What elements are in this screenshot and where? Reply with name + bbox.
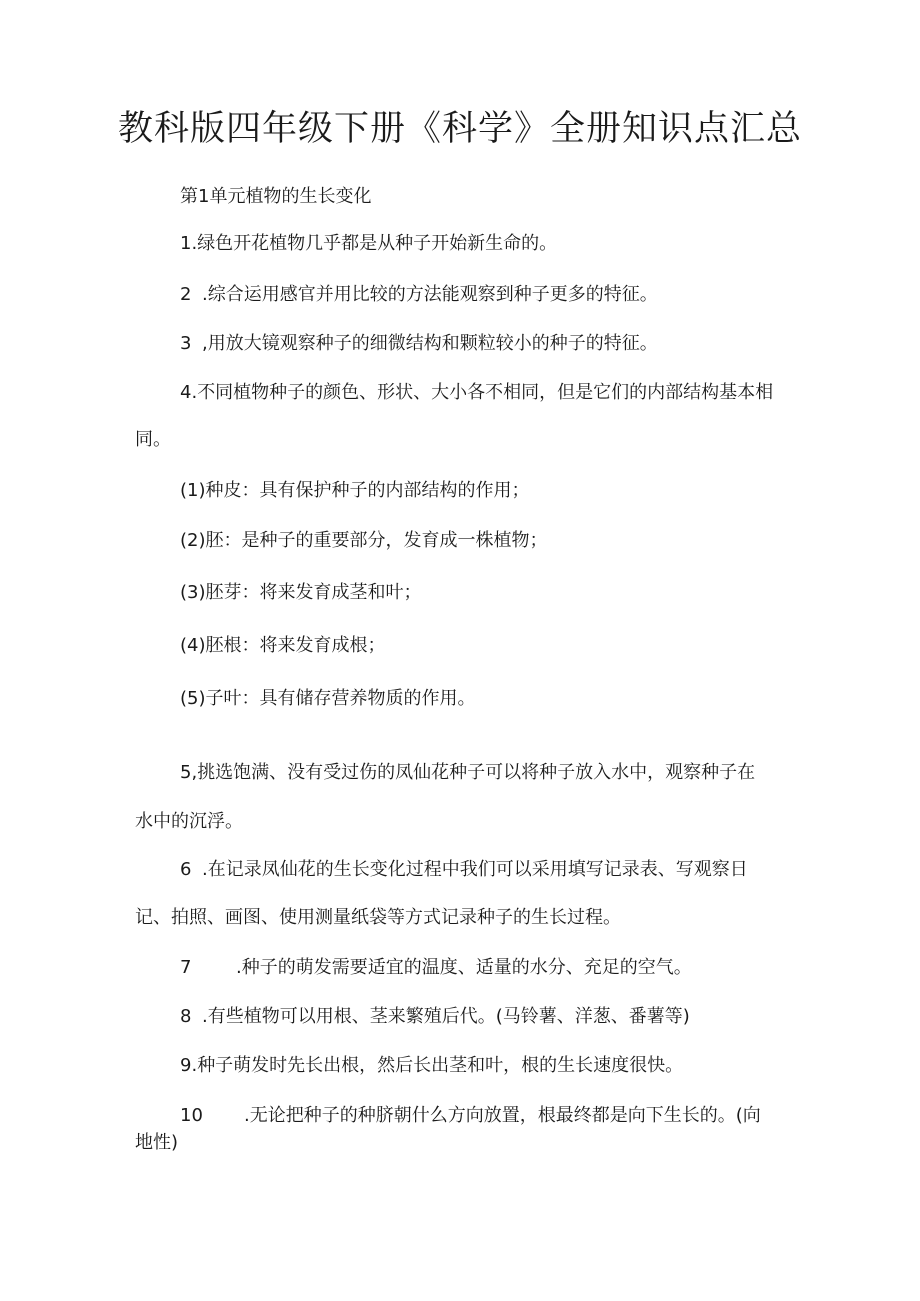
item-number: (2) <box>180 530 206 551</box>
list-item-7 <box>180 956 692 980</box>
item-text: 胚根：将来发育成根； <box>205 635 386 656</box>
item-number: 3 <box>180 333 192 354</box>
unit-heading: 第1单元植物的生长变化 <box>180 186 372 207</box>
item-text: 子叶：具有储存营养物质的作用。 <box>205 688 476 709</box>
item-number: 7 <box>180 957 192 978</box>
item-text: ,用放大镜观察种子的细微结构和颗粒较小的种子的特征。 <box>202 333 658 354</box>
list-item-10-continuation: 地性) <box>135 1132 179 1153</box>
list-item-1 <box>180 232 557 256</box>
sub-item-3 <box>180 581 422 605</box>
item-number: (5) <box>180 688 206 709</box>
item-text: .综合运用感官并用比较的方法能观察到种子更多的特征。 <box>202 284 658 305</box>
sub-item-2 <box>180 529 548 553</box>
item-number: (3) <box>180 582 206 603</box>
item-text: .有些植物可以用根、茎来繁殖后代。(马铃薯、洋葱、番薯等) <box>202 1006 690 1027</box>
list-item-9 <box>180 1054 683 1078</box>
list-item-5-continuation: 水中的沉浮。 <box>135 811 243 832</box>
item-text: 绿色开花植物几乎都是从种子开始新生命的。 <box>197 233 558 254</box>
item-number: 6 <box>180 859 192 880</box>
item-text: 种皮：具有保护种子的内部结构的作用； <box>205 480 530 501</box>
item-number: (4) <box>180 635 206 656</box>
list-item-6-continuation: 记、拍照、画图、使用测量纸袋等方式记录种子的生长过程。 <box>135 907 621 928</box>
item-number: 5, <box>180 762 198 783</box>
item-number: 2 <box>180 284 192 305</box>
list-item-8 <box>180 1005 690 1029</box>
item-text: .在记录凤仙花的生长变化过程中我们可以采用填写记录表、写观察日 <box>202 859 748 880</box>
list-item-5 <box>180 761 755 785</box>
sub-item-4 <box>180 634 386 658</box>
sub-item-1 <box>180 479 530 503</box>
sub-item-5 <box>180 687 476 711</box>
item-text: 种子萌发时先长出根，然后长出茎和叶，根的生长速度很快。 <box>197 1055 684 1076</box>
list-item-10 <box>180 1104 761 1128</box>
document-title: 教科版四年级下册《科学》全册知识点汇总 <box>117 109 802 149</box>
item-number: (1) <box>180 480 206 501</box>
list-item-6 <box>180 858 748 882</box>
item-text: 挑选饱满、没有受过伤的凤仙花种子可以将种子放入水中，观察种子在 <box>197 762 756 783</box>
item-text: 不同植物种子的颜色、形状、大小各不相同，但是它们的内部结构基本相 <box>197 382 774 403</box>
item-text: .种子的萌发需要适宜的温度、适量的水分、充足的空气。 <box>236 957 692 978</box>
item-number: 10 <box>180 1105 203 1126</box>
item-number: 9. <box>180 1055 198 1076</box>
item-number: 4. <box>180 382 198 403</box>
item-text: .无论把种子的种脐朝什么方向放置，根最终都是向下生长的。(向 <box>244 1105 761 1126</box>
item-text: 胚：是种子的重要部分，发育成一株植物； <box>205 530 548 551</box>
item-text: 胚芽：将来发育成茎和叶； <box>205 582 422 603</box>
list-item-4 <box>180 381 773 405</box>
item-number: 8 <box>180 1006 192 1027</box>
list-item-2 <box>180 283 658 307</box>
list-item-3 <box>180 332 658 356</box>
item-number: 1. <box>180 233 198 254</box>
list-item-4-continuation: 同。 <box>135 429 171 450</box>
